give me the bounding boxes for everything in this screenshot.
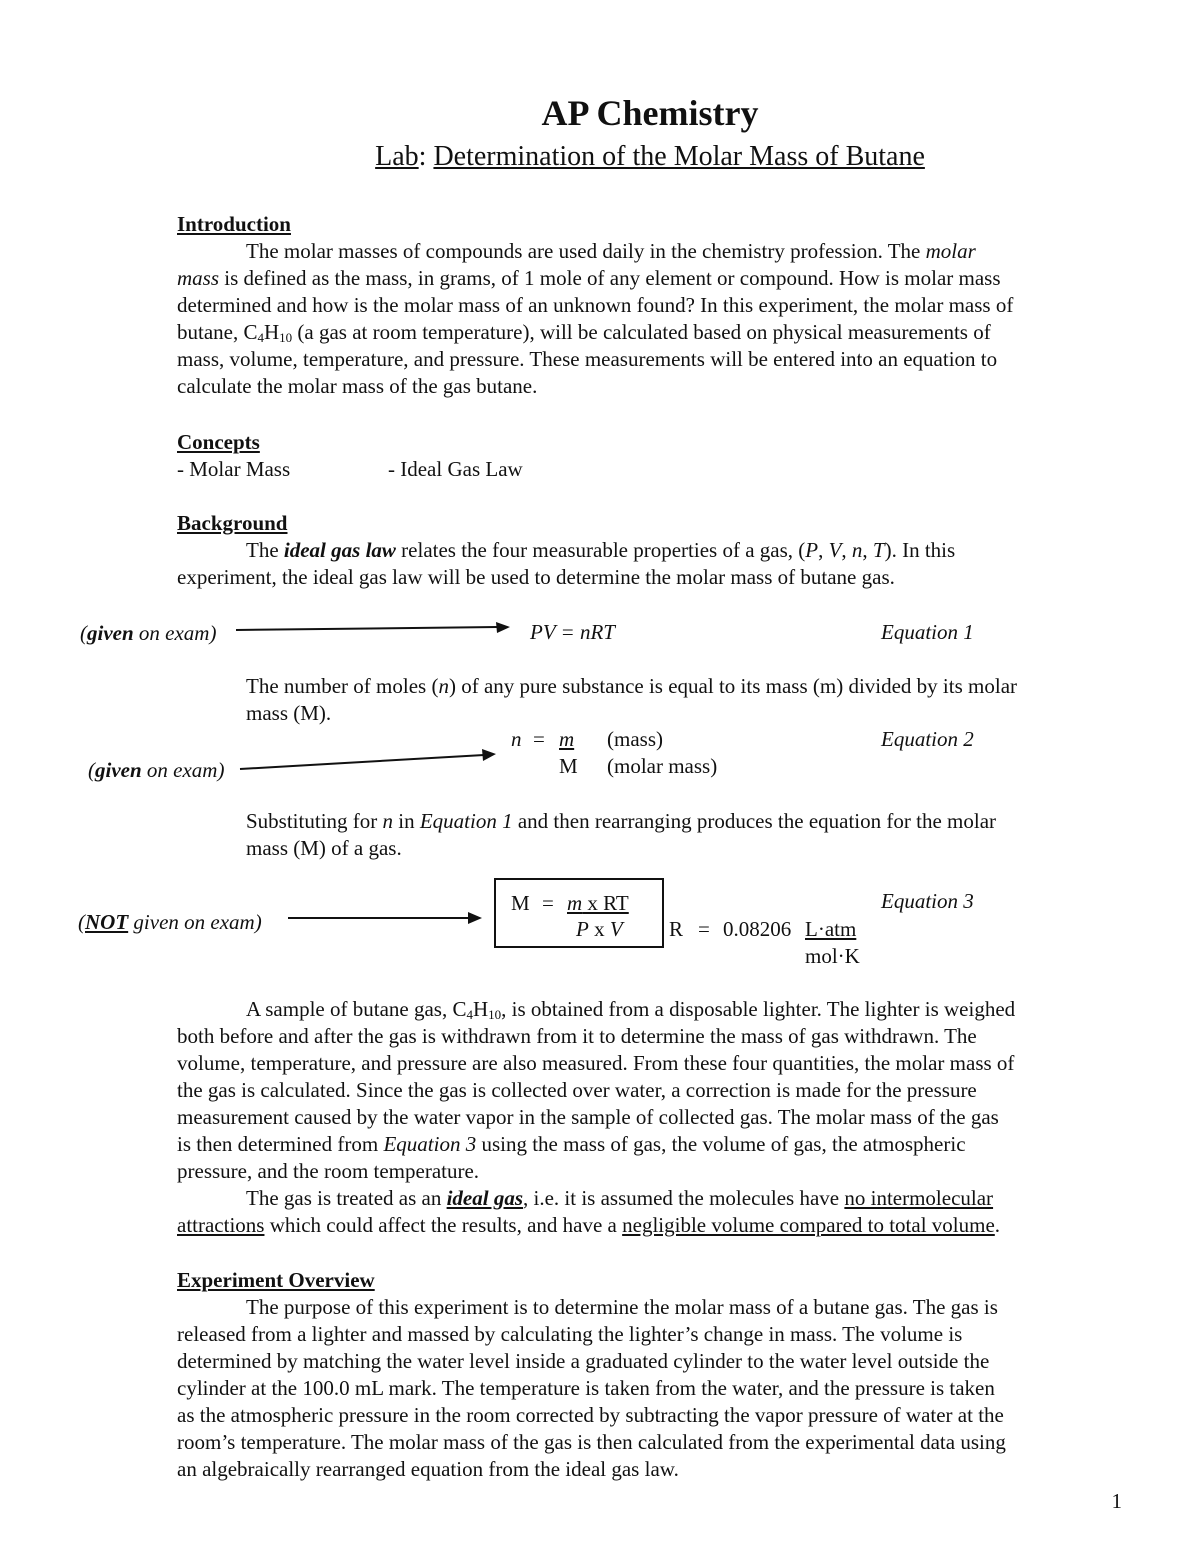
var-p: P xyxy=(576,917,589,941)
var-v: V xyxy=(828,538,842,562)
concept-item: - Molar Mass xyxy=(177,457,291,481)
background-paragraph xyxy=(177,537,1137,591)
document-title: AP Chemistry xyxy=(541,93,759,133)
text: Substituting for xyxy=(246,809,383,833)
var-p: P xyxy=(805,538,819,562)
eq3-equals: = xyxy=(542,891,554,915)
eq3-lhs: M xyxy=(511,891,530,915)
gas-constant-value: 0.08206 xyxy=(723,917,792,941)
subscript: 4 xyxy=(257,330,264,345)
intro-line xyxy=(177,265,1137,292)
intro-term-mass: mass xyxy=(177,266,220,290)
text: and then rearranging produces the equation for the molar xyxy=(512,809,997,833)
text: in xyxy=(393,809,420,833)
intro-text: (a gas at room temperature), will be calculated based on physical measurements of xyxy=(292,320,991,344)
text: A sample of butane gas, C xyxy=(246,997,467,1021)
eq2-num-note: (mass) xyxy=(607,727,663,751)
eq2-arrow xyxy=(240,748,510,772)
ideal-gas-term: ideal gas xyxy=(446,1186,524,1210)
gas-constant-unit-numerator: L·atm xyxy=(805,917,857,941)
var-v: V xyxy=(609,917,623,941)
background-line xyxy=(177,673,1137,700)
var-t: T xyxy=(872,538,885,562)
lab-label: Lab xyxy=(375,141,419,172)
not-word: NOT xyxy=(85,910,129,934)
eq2-given-label xyxy=(88,757,224,784)
intro-text: is defined as the mass, in grams, of 1 mole of any element or compound. How is molar mass xyxy=(219,266,1001,290)
underlined-text: negligible volume compared to total volume xyxy=(622,1213,995,1237)
var-n: n xyxy=(851,538,863,562)
text: , xyxy=(841,538,852,562)
text: ) of any pure substance is equal to its mass (m) divided by its molar xyxy=(448,674,1018,698)
eq2-equals: = xyxy=(533,727,545,751)
lab-colon: : xyxy=(418,141,427,172)
concept-item: - Ideal Gas Law xyxy=(388,457,523,481)
text: relates the four measurable properties of a gas, ( xyxy=(395,538,806,562)
eq2-numerator: m xyxy=(559,727,575,751)
introduction-paragraph xyxy=(177,238,1137,400)
background-line: volume, temperature, and pressure are also measured. From these four quantities, the molar mass of xyxy=(177,1051,1015,1075)
equation-reference: Equation 3 xyxy=(383,1132,477,1156)
background-line: measurement caused by the water vapor in the sample of collected gas. The molar mass of the gas xyxy=(177,1105,999,1129)
overview-line: cylinder at the 100.0 mL mark. The temperature is taken from the water, and the pressure is taken xyxy=(177,1376,995,1400)
page-number: 1 xyxy=(1111,1489,1122,1513)
text: which could affect the results, and have a xyxy=(264,1213,623,1237)
lab-title xyxy=(0,140,1200,174)
text: ). In this xyxy=(884,538,956,562)
eq1-given-label xyxy=(80,620,216,647)
eq1-arrow xyxy=(236,622,516,636)
overview-line: an algebraically rearranged equation from the ideal gas law. xyxy=(177,1457,679,1481)
overview-line: determined by matching the water level inside a graduated cylinder to the water level outside the xyxy=(177,1349,990,1373)
background-line xyxy=(177,1131,1137,1158)
background-line xyxy=(177,996,1137,1023)
text: , i.e. it is assumed the molecules have xyxy=(523,1186,845,1210)
concepts-heading: Concepts xyxy=(177,430,260,454)
procedure-paragraph xyxy=(177,996,1137,1239)
overview-line: released from a lighter and massed by calculating the lighter’s change in mass. The volume is xyxy=(177,1322,963,1346)
text: given on exam) xyxy=(128,910,262,934)
overview-line: as the atmospheric pressure in the room corrected by subtracting the vapor pressure of water at the xyxy=(177,1403,1004,1427)
text: x RT xyxy=(582,891,629,915)
eq2-denominator: M xyxy=(559,754,578,778)
text: H xyxy=(472,997,489,1021)
intro-line: calculate the molar mass of the gas butane. xyxy=(177,374,538,398)
text: , is obtained from a disposable lighter. The lighter is weighed xyxy=(501,997,1016,1021)
underlined-text: attractions xyxy=(177,1213,265,1237)
background-heading: Background xyxy=(177,511,288,535)
gas-constant-unit-denominator: mol·K xyxy=(805,944,860,968)
eq3-not-given-label xyxy=(78,909,262,936)
intro-term-molar: molar xyxy=(925,239,976,263)
ideal-gas-law-term: ideal gas law xyxy=(283,538,396,562)
gas-constant-equals: = xyxy=(698,917,710,941)
background-line: mass (M) of a gas. xyxy=(246,836,402,860)
background-line xyxy=(177,1185,1137,1212)
text: The gas is treated as an xyxy=(246,1186,447,1210)
substitution-paragraph xyxy=(177,808,1137,862)
lab-name: Determination of the Molar Mass of Butane xyxy=(433,141,925,172)
eq3-numerator xyxy=(567,890,629,917)
eq2-den-note: (molar mass) xyxy=(607,754,718,778)
background-line: mass (M). xyxy=(246,701,332,725)
intro-line: determined and how is the molar mass of an unknown found? In this experiment, the molar mass of xyxy=(177,293,1014,317)
background-line xyxy=(177,1212,1137,1239)
text: is then determined from xyxy=(177,1132,384,1156)
intro-line xyxy=(177,238,1137,265)
background-line xyxy=(177,808,1137,835)
overview-heading: Experiment Overview xyxy=(177,1268,375,1292)
subscript: 10 xyxy=(279,330,293,345)
text: using the mass of gas, the volume of gas, the atmospheric xyxy=(476,1132,966,1156)
given-word: given xyxy=(87,621,134,645)
eq3-arrow xyxy=(288,911,488,925)
intro-text: butane, C xyxy=(177,320,258,344)
intro-line: mass, volume, temperature, and pressure. These measurements will be entered into an equation to xyxy=(177,347,998,371)
eq1-label: Equation 1 xyxy=(881,620,974,644)
overview-line: room’s temperature. The molar mass of the gas is then calculated from the experimental data using xyxy=(177,1430,1006,1454)
background-line: the gas is calculated. Since the gas is collected over water, a correction is made for the pressure xyxy=(177,1078,977,1102)
overview-paragraph xyxy=(177,1294,1137,1483)
equation-reference: Equation 1 xyxy=(419,809,513,833)
eq2-label: Equation 2 xyxy=(881,727,974,751)
background-line xyxy=(177,537,1137,564)
text: The xyxy=(246,538,284,562)
background-line: both before and after the gas is withdrawn from it to determine the mass of gas withdrawn. The xyxy=(177,1024,977,1048)
text: , xyxy=(862,538,873,562)
var-m: m xyxy=(567,891,583,915)
text: x xyxy=(588,917,610,941)
background-line: pressure, and the room temperature. xyxy=(177,1159,480,1183)
text: ( xyxy=(80,621,87,645)
overview-line: The purpose of this experiment is to determine the molar mass of a butane gas. The gas is xyxy=(246,1295,998,1319)
intro-text: The molar masses of compounds are used daily in the chemistry profession. The xyxy=(246,239,926,263)
moles-paragraph xyxy=(177,673,1137,727)
text: , xyxy=(818,538,829,562)
eq1-formula: PV = nRT xyxy=(530,620,615,644)
eq3-denominator xyxy=(576,916,623,943)
text: . xyxy=(994,1213,1001,1237)
background-line: experiment, the ideal gas law will be used to determine the molar mass of butane gas. xyxy=(177,565,895,589)
eq2-lhs: n xyxy=(511,727,522,751)
intro-line xyxy=(177,319,1137,346)
text: on exam) xyxy=(141,758,225,782)
var-n: n xyxy=(382,809,394,833)
subscript: 4 xyxy=(466,1007,473,1022)
text: ( xyxy=(88,758,95,782)
eq3-label: Equation 3 xyxy=(881,889,974,913)
subscript: 10 xyxy=(488,1007,502,1022)
var-n: n xyxy=(438,674,449,698)
text: The number of moles ( xyxy=(246,674,439,698)
text: on exam) xyxy=(133,621,217,645)
intro-text: H xyxy=(263,320,280,344)
underlined-text: no intermolecular xyxy=(844,1186,994,1210)
introduction-heading: Introduction xyxy=(177,212,291,236)
given-word: given xyxy=(95,758,142,782)
gas-constant-symbol: R xyxy=(669,917,684,941)
text: ( xyxy=(78,910,85,934)
